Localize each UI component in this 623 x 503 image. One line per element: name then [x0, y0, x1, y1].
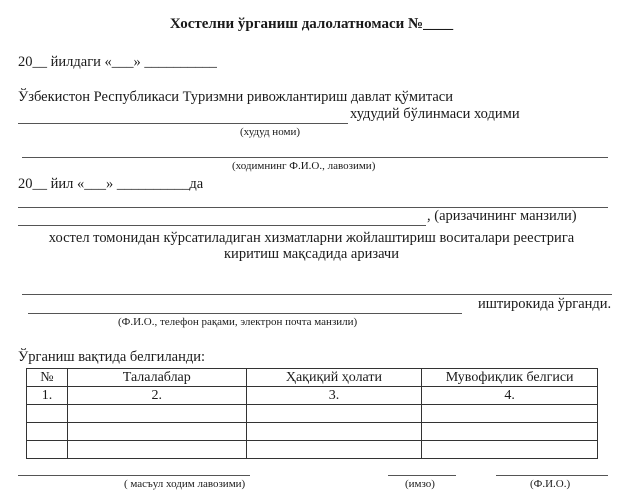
date-line-2-suffix: да — [189, 176, 204, 192]
index-cell: 3. — [246, 387, 422, 405]
date-line-1: 20__ йилдаги «___» __________ — [18, 54, 217, 70]
purpose-line-1: хостел томонидан кўрсатиладиган хизматларни жойлаштириш воситалари реестрига — [48, 230, 575, 246]
header-actual-state: Ҳақиқий ҳолати — [246, 369, 422, 387]
position-signature-line — [18, 475, 250, 476]
table-cell[interactable] — [27, 423, 68, 441]
table-cell[interactable] — [246, 441, 422, 459]
document-title: Хостелни ўрганиш далолатномаси №____ — [169, 16, 454, 32]
table-cell[interactable] — [422, 423, 598, 441]
name-signature-line — [496, 475, 608, 476]
position-caption: ( масъул ходим лавозими) — [124, 478, 246, 490]
table-cell[interactable] — [67, 405, 246, 423]
table-row — [27, 441, 598, 459]
purpose-line-2: киритиш мақсадида аризачи — [224, 246, 399, 262]
table-cell[interactable] — [246, 423, 422, 441]
signature-caption: (имзо) — [405, 478, 435, 490]
committee-line: Ўзбекистон Республикаси Туризмни ривожлантириш давлат қўмитаси — [18, 89, 453, 105]
table-cell[interactable] — [27, 441, 68, 459]
table-index-row — [27, 387, 598, 405]
table-cell[interactable] — [67, 441, 246, 459]
table-cell[interactable] — [422, 441, 598, 459]
table-row — [27, 423, 598, 441]
index-cell: 1. — [27, 387, 68, 405]
date-line-2 — [18, 175, 203, 193]
region-caption: (худуд номи) — [240, 126, 300, 138]
applicant-blank-line-2 — [18, 225, 426, 226]
index-cell: 2. — [67, 387, 246, 405]
table-row — [27, 405, 598, 423]
participation-suffix: иштирокида ўрганди. — [478, 296, 612, 312]
header-number: № — [27, 369, 68, 387]
index-cell: 4. — [422, 387, 598, 405]
table-cell[interactable] — [422, 405, 598, 423]
participant-blank-line-2 — [28, 313, 462, 314]
table-cell[interactable] — [246, 405, 422, 423]
participant-blank-line-1 — [22, 294, 612, 295]
table-header-row — [27, 369, 598, 387]
table-cell[interactable] — [27, 405, 68, 423]
unit-suffix: худудий бўлинмаси ходими — [350, 106, 520, 122]
employee-blank-line — [22, 157, 608, 158]
header-requirements: Талалаблар — [67, 369, 246, 387]
applicant-address-suffix: , (аризачининг манзили) — [427, 208, 577, 224]
table-cell[interactable] — [67, 423, 246, 441]
requirements-table — [26, 368, 598, 459]
header-compliance-mark: Мувофиқлик белгиси — [422, 369, 598, 387]
applicant-caption: (Ф.И.О., телефон рақами, электрон почта манзили) — [118, 316, 358, 328]
name-caption: (Ф.И.О.) — [530, 478, 571, 490]
region-blank-line — [18, 123, 348, 124]
employee-caption: (ходимнинг Ф.И.О., лавозими) — [232, 160, 376, 172]
date-line-2-prefix: 20__ йил «___» __________ — [18, 176, 190, 192]
signature-line — [388, 475, 456, 476]
observed-heading: Ўрганиш вақтида белгиланди: — [18, 349, 206, 365]
